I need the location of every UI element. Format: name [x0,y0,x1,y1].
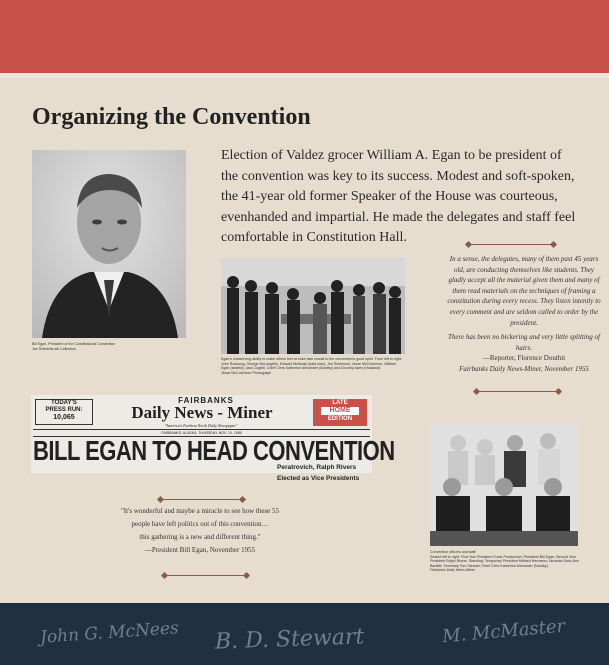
officers-photo-caption [430,550,580,573]
edition-home: HOME [321,407,359,415]
egan-quote [60,505,340,557]
quote2-bottom-diamond-right [243,572,250,579]
page-title: Organizing the Convention [32,104,311,130]
delegates-quote-text: In a sense, the delegates, many of them past 45 years old, are conducting themselves like students. They gladly accept all the material given them and many of them read materials on the techniques of framing a constitution during every recess. They listen intently to every comment and are seldom called to order by the president. [447,255,601,327]
egan-quote-line-3: this gathering is a new and different thing." [139,533,261,541]
dateline-text: FAIRBANKS, ALASKA, THURSDAY, NOV. 10, 1955 [161,431,242,435]
ceremony-caption-credit: Jesse McCutcheon Photograph [221,370,272,375]
intro-paragraph: Election of Valdez grocer William A. Egan to be president of the convention was key to its success. Modest and soft-spoken, the 41-year old former Speaker of the House was courteous, evenhanded and impartial. He made the delegates and staff feel comfortable in Constitution Hall. [221,148,576,245]
officers-caption-title: Convention officers and staff. [430,550,477,554]
quote2-top-rule [162,499,242,500]
edition-label: EDITION [327,416,353,422]
egan-caption-credit: Joe Rothenbruck Collection [32,346,76,351]
press-run-today: TODAY'S [51,400,77,406]
masthead-motto: "America's Farthest North Daily Newspaper" [164,423,238,428]
quote1-bottom-diamond-right [555,388,562,395]
quote2-bottom-rule [166,575,246,576]
delegates-quote-text-2: There has been no bickering and very little splitting of hairs. [448,333,600,352]
egan-portrait-photo [32,150,186,338]
ceremony-caption-text: Egan's unswerving ability to make others feel at ease was crucial to the convention's good spirit. From left to right: John Rosswog, George McLaughlin, Edward McNealy (bald man), Joe Redmond, Jesse McCutcheon, William Egan (seated), Jack Coghill, Chief Clerk Katherine Alexander (Nordby) and Dorothy Awes (Haaland). [221,357,402,371]
delegates-quote-source: Fairbanks Daily News-Miner, November 1955 [459,364,589,373]
quote2-top-diamond-left [157,496,164,503]
press-run-label: PRESS RUN: [45,407,83,413]
quote2-bottom-diamond-left [161,572,168,579]
signature-3: M. McMaster [441,615,566,648]
signature-2: B. D. Stewart [214,624,365,655]
masthead-top: FAIRBANKS [178,396,234,405]
quote1-top-rule [470,244,552,245]
signature-1: John G. McNees [39,618,180,648]
officers-group-illustration [430,423,578,546]
officers-caption-text: Seated left to right: First Vice President Frank Peratrovich; President Bill Egan; Second Vice President Ralph Rivers. Standing: Temporary President Mildred Hermann; Librarian Doris Ann Bartlett; Secretary Tom Stewart; Chief Clerk Katherine Alexander (Nordby). [430,554,580,568]
press-run-box [35,399,93,425]
egan-photo-caption [32,342,186,351]
newspaper-clipping [31,395,395,473]
ceremony-photo [221,258,405,354]
egan-quote-line-1: "It's wonderful and maybe a miracle to see how these 55 [120,507,280,515]
masthead: Daily News - Miner [131,403,273,422]
top-color-band [0,0,609,73]
egan-portrait-illustration [32,150,186,338]
egan-quote-line-2: people have left politics out of this convention… [131,520,269,528]
edition-box [313,399,367,426]
quote1-bottom-diamond-left [473,388,480,395]
officers-group-photo [430,423,578,546]
headline: BILL EGAN TO HEAD CONVENTION [33,434,395,466]
delegates-quote-attribution: —Reporter, Florence Douthit [482,354,566,363]
delegates-quote [446,254,602,375]
sub-headline-1: Peratrovich, Ralph Rivers [277,464,357,471]
ceremony-illustration [221,258,405,354]
egan-quote-attribution: —President Bill Egan, November 1955 [144,546,256,554]
officers-caption-credit: Fairbanks Daily News-Miner [430,568,475,573]
press-run-number: 10,065 [53,414,75,421]
top-divider-line [0,73,609,78]
quote2-top-diamond-right [239,496,246,503]
sub-headline-2: Elected as Vice Presidents [277,475,360,482]
edition-late: LATE [332,400,348,406]
egan-caption-text: Bill Egan, President of the Constitutional Convention [32,342,116,346]
quote1-bottom-rule [478,391,558,392]
signature-band [0,603,609,665]
ceremony-photo-caption [221,357,405,375]
